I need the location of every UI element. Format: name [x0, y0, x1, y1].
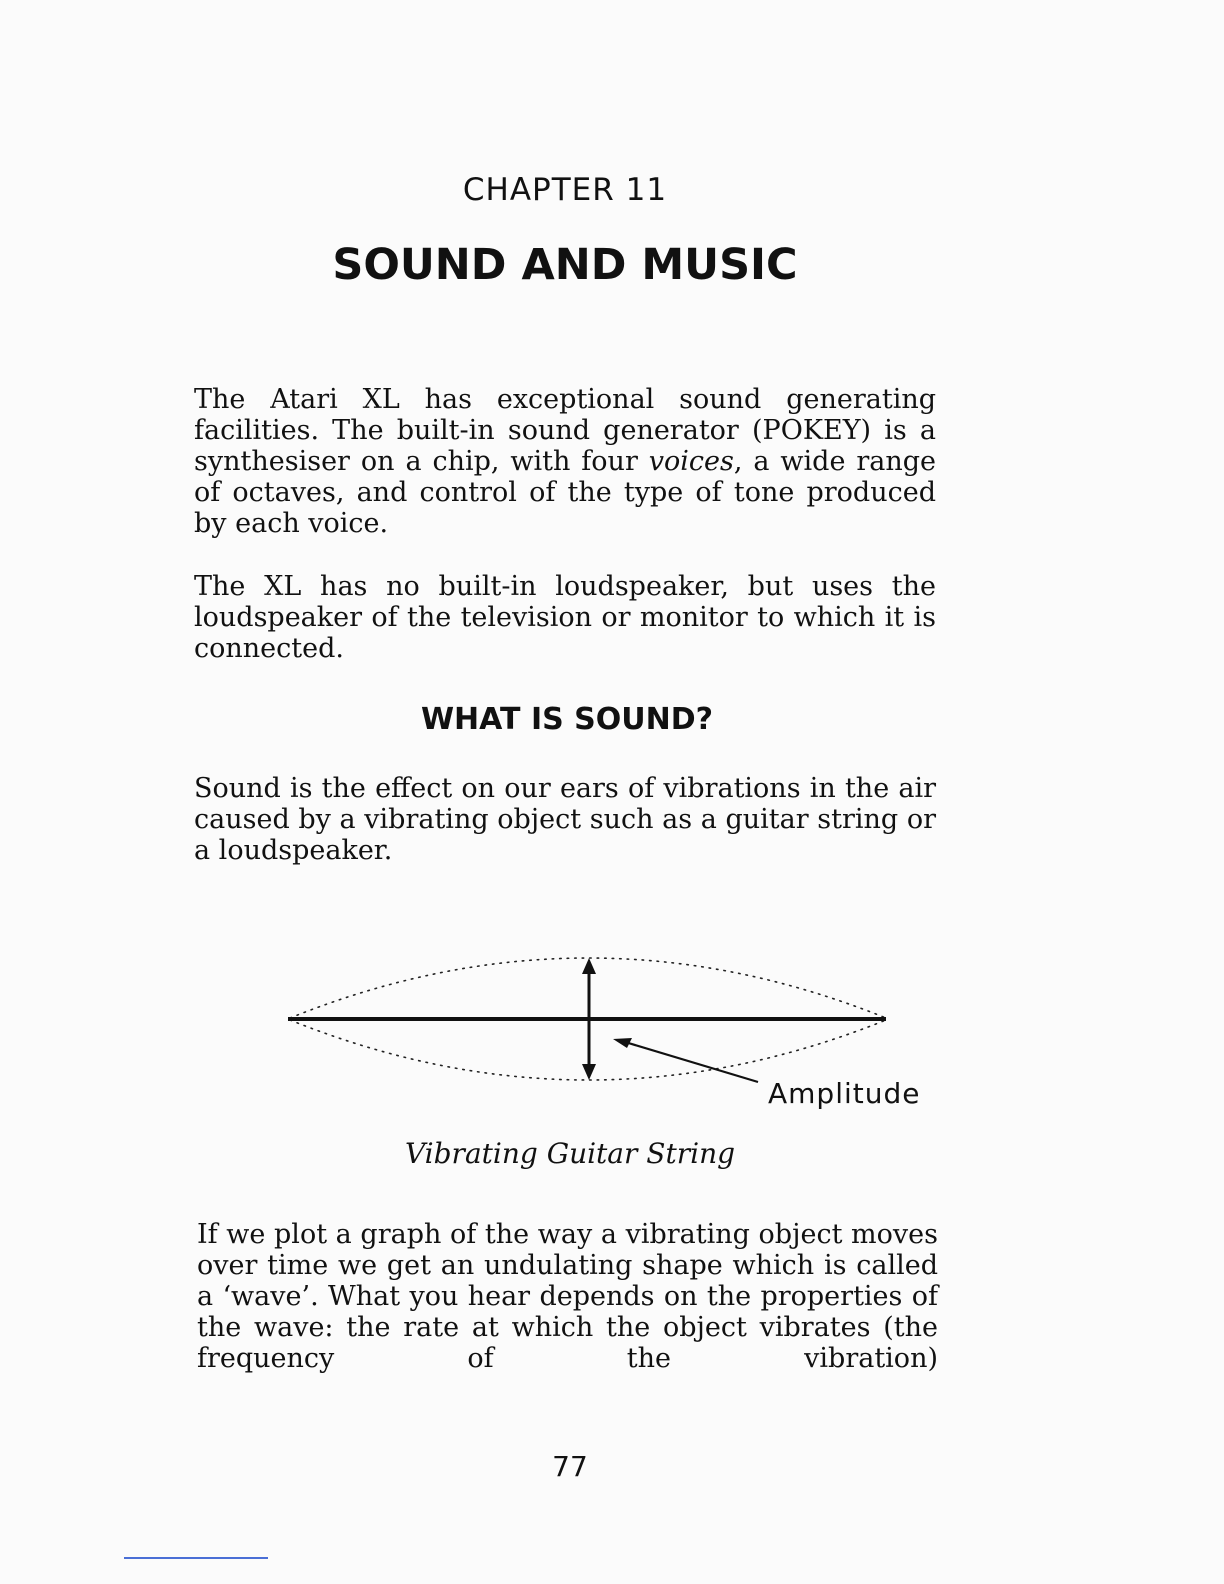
intro-text-b: , a wide range of octaves, and control of the type of tone produced by each voice.: [194, 446, 937, 539]
intro-paragraph-2: The XL has no built-in loudspeaker, but uses the loudspeaker of the television or monitor to which it is connected.: [194, 571, 936, 664]
amplitude-arrow-up: [582, 958, 596, 974]
section-heading: WHAT IS SOUND?: [420, 702, 714, 737]
intro-text-voices: voices: [648, 446, 734, 477]
chapter-title: SOUND AND MUSIC: [332, 240, 798, 290]
figure-caption: Vibrating Guitar String: [404, 1137, 736, 1170]
page-number: 77: [552, 1450, 588, 1483]
intro-text-a: The Atari XL has exceptional sound generating facilities. The built-in sound generator (POKEY) is a synthesiser on a chip, with four: [194, 384, 936, 477]
wave-paragraph: If we plot a graph of the way a vibrating object moves over time we get an undulating shape which is called a ‘wave’. What you hear depends on the properties of the wave: the rate at which the object vibrates (the frequency of the vibration): [197, 1219, 938, 1374]
amplitude-label: Amplitude: [768, 1077, 921, 1110]
chapter-label: CHAPTER 11: [462, 172, 668, 208]
amplitude-pointer-line: [625, 1042, 758, 1082]
bottom-rule: [124, 1557, 268, 1559]
intro-paragraph-1: [194, 384, 936, 539]
amplitude-pointer-head: [613, 1038, 632, 1048]
amplitude-arrow-down: [582, 1064, 596, 1080]
sound-definition-paragraph: Sound is the effect on our ears of vibrations in the air caused by a vibrating object such as a guitar string or a loudspeaker.: [194, 773, 936, 866]
